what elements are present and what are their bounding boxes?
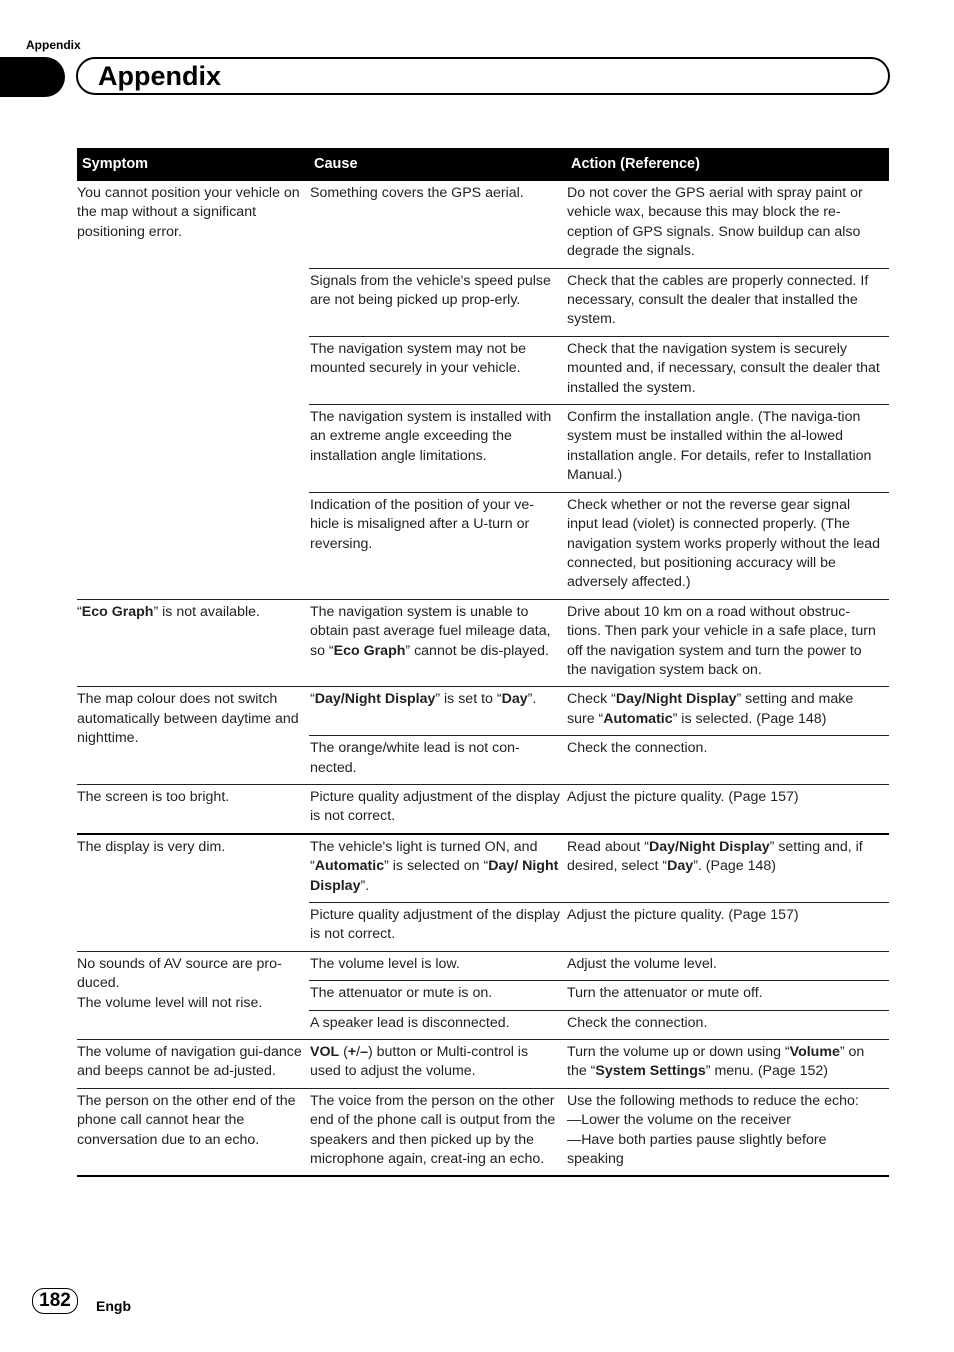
text-run: The navigation system is unable to obtain past average fuel mileage data, so “ <box>310 603 551 659</box>
cause-cell: Signals from the vehicle's speed pulse are not being picked up prop-erly. <box>309 268 566 336</box>
table-row <box>77 599 889 687</box>
table-row <box>77 181 889 268</box>
action-line: Use the following methods to reduce the echo: <box>567 1092 859 1109</box>
text-run: ” setting and, if desired, select “ <box>567 838 863 875</box>
symptom-cell: The map colour does not switch automatically between daytime and nighttime. <box>77 687 309 785</box>
text-run: ” is selected on “ <box>384 858 489 875</box>
cause-cell: The orange/white lead is not con-nected. <box>309 736 566 785</box>
action-cell <box>566 1088 889 1176</box>
term-minus: – <box>360 1044 368 1061</box>
cause-cell: A speaker lead is disconnected. <box>309 1010 566 1039</box>
symptom-line: The volume level will not rise. <box>77 994 263 1011</box>
symptom-cell <box>77 951 309 1039</box>
action-cell: Adjust the volume level. <box>566 951 889 980</box>
term-automatic: Automatic <box>603 710 673 727</box>
action-cell: Check the connection. <box>566 736 889 785</box>
page-title: Appendix <box>98 61 222 91</box>
text-run: ( <box>339 1044 348 1061</box>
term-day-night-display: Day/Night Display <box>649 838 770 855</box>
text-run: Check “ <box>567 691 616 708</box>
table-header-row <box>77 148 889 181</box>
text-run: ” on the “ <box>567 1044 865 1080</box>
cause-cell: Picture quality adjustment of the display is not correct. <box>309 784 566 833</box>
table-row <box>77 784 889 833</box>
cause-cell: The attenuator or mute is on. <box>309 981 566 1010</box>
cause-cell: The volume level is low. <box>309 951 566 980</box>
cause-cell <box>309 599 566 687</box>
header-action: Action (Reference) <box>566 148 889 181</box>
table-row <box>77 951 889 980</box>
action-cell: Adjust the picture quality. (Page 157) <box>566 903 889 952</box>
term-automatic: Automatic <box>314 858 385 875</box>
symptom-cell: The display is very dim. <box>77 834 309 952</box>
action-cell: Check that the cables are properly connected. If necessary, consult the dealer that installed the system. <box>566 268 889 336</box>
action-line: —Lower the volume on the receiver <box>567 1112 791 1129</box>
term-day: Day <box>667 858 694 875</box>
text-run: Turn the volume up or down using “ <box>567 1044 790 1061</box>
text-run: / <box>356 1044 361 1061</box>
text-run: “ <box>77 603 82 620</box>
symptom-line: No sounds of AV source are pro-duced. <box>77 955 282 992</box>
action-cell: Confirm the installation angle. (The naviga-tion system must be installed within the al-lowed installation angle. For details, refer to Installation Manual.) <box>566 405 889 493</box>
text-run: ” cannot be dis-played. <box>405 642 549 659</box>
cause-cell: Picture quality adjustment of the display is not correct. <box>309 903 566 952</box>
action-cell: Check the connection. <box>566 1010 889 1039</box>
text-run: ” is set to “ <box>435 691 502 708</box>
cause-cell: The voice from the person on the other end of the phone call is output from the speakers and then picked up by the microphone again, creat-ing an echo. <box>309 1088 566 1176</box>
text-run: “ <box>310 691 315 708</box>
cause-cell: Indication of the position of your ve-hicle is misaligned after a U-turn or reversing. <box>309 492 566 599</box>
action-line: —Have both parties pause slightly before speaking <box>567 1131 827 1168</box>
cause-cell <box>309 1040 566 1089</box>
symptom-cell: The volume of navigation gui-dance and beeps cannot be ad-justed. <box>77 1040 309 1089</box>
text-run: ” setting and make sure “ <box>567 691 854 727</box>
term-eco-graph: Eco Graph <box>81 603 154 620</box>
action-cell: Do not cover the GPS aerial with spray paint or vehicle wax, because this may block the re-ception of GPS signals. Snow buildup can also degrade the signals. <box>567 185 863 260</box>
cause-cell: The navigation system may not be mounted securely in your vehicle. <box>309 336 566 404</box>
term-system-settings: System Settings <box>595 1063 706 1080</box>
action-cell: Check whether or not the reverse gear signal input lead (violet) is connected properly. (The navigation system works properly without the lead connected, but positioning accuracy will be adversely affected.) <box>566 492 889 599</box>
term-day: Day <box>501 691 528 708</box>
text-run: ” is selected. (Page 148) <box>672 710 827 727</box>
section-label: Appendix <box>26 38 81 52</box>
table-row <box>77 1040 889 1089</box>
table-row <box>77 834 889 903</box>
text-run: ” is not available. <box>153 603 260 620</box>
action-cell: Adjust the picture quality. (Page 157) <box>566 784 889 833</box>
table-row <box>77 687 889 736</box>
symptom-cell: The screen is too bright. <box>77 784 309 833</box>
table-row <box>77 1088 889 1176</box>
cause-cell <box>309 834 566 903</box>
term-eco-graph: Eco Graph <box>333 642 406 659</box>
symptom-cell: The person on the other end of the phone call cannot hear the conversation due to an echo. <box>77 1088 309 1176</box>
action-cell <box>566 687 889 736</box>
term-day-night-display: Day/Night Display <box>314 691 436 708</box>
text-run: ”. (Page 148) <box>693 858 776 875</box>
action-cell <box>566 834 889 903</box>
action-cell: Check that the navigation system is securely mounted and, if necessary, consult the dealer that installed the system. <box>566 336 889 404</box>
page-number: 182 <box>32 1288 78 1314</box>
term-plus: + <box>347 1044 357 1061</box>
text-run: ” menu. (Page 152) <box>705 1063 829 1080</box>
header-symptom: Symptom <box>77 148 309 181</box>
term-day-night-display: Day/ Night Display <box>310 858 559 894</box>
action-cell: Drive about 10 km on a road without obstruc-tions. Then park your vehicle in a safe place, turn off the navigation system and turn the power to the navigation system back on. <box>566 599 889 687</box>
text-run: ”. <box>360 877 370 894</box>
symptom-cell: You cannot position your vehicle on the map without a significant positioning error. <box>77 185 300 240</box>
symptom-cell <box>77 599 309 687</box>
text-run: The vehicle's light is turned ON, and “ <box>310 838 538 875</box>
cause-cell <box>309 687 566 736</box>
troubleshooting-table <box>77 148 889 1177</box>
term-vol: VOL <box>310 1044 340 1061</box>
section-tab-marker <box>0 57 65 97</box>
action-cell <box>566 1040 889 1089</box>
header-cause: Cause <box>309 148 566 181</box>
term-day-night-display: Day/Night Display <box>615 691 737 708</box>
text-run: ) button or Multi-control is used to adjust the volume. <box>310 1044 529 1080</box>
text-run: Read about “ <box>567 838 650 855</box>
language-code: Engb <box>96 1298 131 1314</box>
cause-cell: Something covers the GPS aerial. <box>310 185 524 201</box>
action-cell: Turn the attenuator or mute off. <box>566 981 889 1010</box>
text-run: ”. <box>527 691 537 708</box>
cause-cell: The navigation system is installed with an extreme angle exceeding the installation angle limitations. <box>309 405 566 493</box>
term-volume: Volume <box>789 1044 840 1061</box>
